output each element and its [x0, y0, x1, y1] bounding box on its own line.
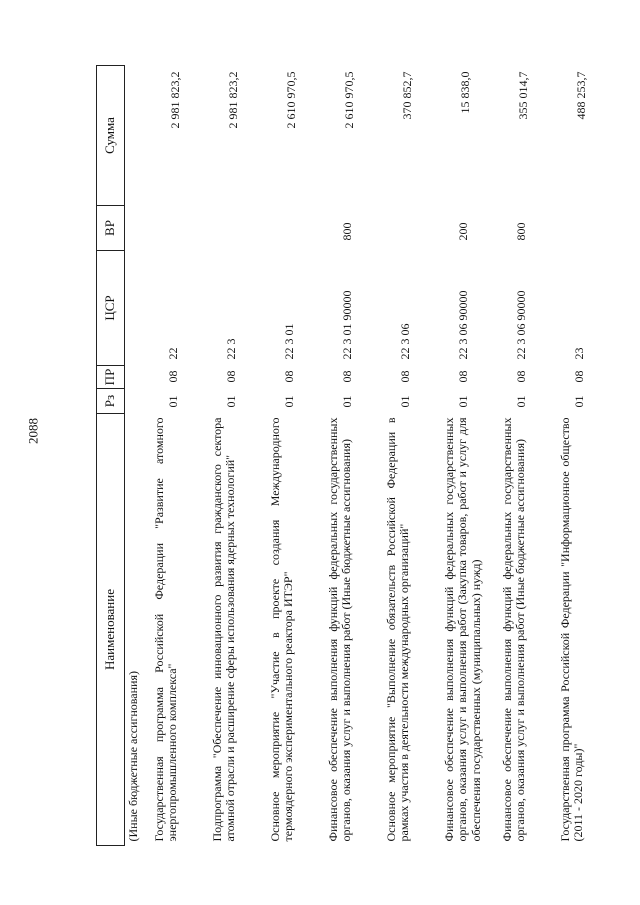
row-vr: 800 — [513, 222, 528, 241]
row-sum — [125, 66, 151, 206]
row-pr: 08 — [223, 370, 238, 383]
row-pr: 08 — [513, 370, 528, 383]
row-name: Финансовое обеспечение выполнения функций федеральных государственных органов, оказания услуг и выполнения работ (Иные бюджетные ассигнования) — [499, 417, 528, 842]
header-rz: Рз — [97, 389, 125, 414]
row-name: Основное мероприятие "Выполнение обязательств Российской Федерации в рамках участия в деятельности международных организаций" — [383, 417, 412, 842]
row-name: Финансовое обеспечение выполнения функций федеральных государственных органов, оказания услуг и выполнения работ (Закупка товаров, работ и услуг для обеспечения государственных (муниципальных) нужд) — [441, 417, 484, 842]
row-vr — [209, 206, 267, 251]
row-csr: 22 3 06 90000 — [455, 290, 470, 360]
row-sum: 15 838,0 — [457, 71, 472, 114]
header-csr: ЦСР — [97, 251, 125, 366]
row-csr: 22 3 06 — [397, 323, 412, 360]
row-name: Основное мероприятие "Участие в проекте создания Международного термоядерного экспериментального реактора ИТЭР" — [267, 417, 296, 842]
table-row — [325, 66, 383, 846]
row-vr — [151, 206, 209, 251]
row-sum: 355 014,7 — [515, 71, 530, 120]
row-sum: 370 852,7 — [399, 71, 414, 120]
row-csr: 22 — [165, 347, 180, 360]
row-name: Государственная программа Российской Федерации "Развитие атомного энергопромышленного комплекса" — [151, 417, 180, 842]
row-csr: 23 — [571, 347, 586, 360]
row-rz: 01 — [281, 395, 296, 408]
table-header-row — [97, 66, 125, 846]
header-vr: ВР — [97, 206, 125, 251]
row-rz: 01 — [339, 395, 354, 408]
row-rz: 01 — [571, 395, 586, 408]
table-row — [441, 66, 499, 846]
table-row — [125, 66, 151, 846]
table-row — [499, 66, 557, 846]
row-pr: 08 — [165, 370, 180, 383]
budget-table — [96, 65, 603, 846]
row-sum: 488 253,7 — [573, 71, 588, 120]
row-name: (Иные бюджетные ассигнования) — [126, 671, 140, 842]
row-csr: 22 3 01 90000 — [339, 290, 354, 360]
row-name: Финансовое обеспечение выполнения функций федеральных государственных органов, оказания услуг и выполнения работ (Иные бюджетные ассигнования) — [325, 417, 354, 842]
page-number: 2088 — [25, 418, 41, 444]
row-rz: 01 — [165, 395, 180, 408]
table-row — [209, 66, 267, 846]
row-rz: 01 — [513, 395, 528, 408]
row-pr: 08 — [339, 370, 354, 383]
row-sum: 2 610 970,5 — [283, 71, 298, 129]
table-row — [267, 66, 325, 846]
header-sum: Сумма — [97, 66, 125, 206]
table-row — [151, 66, 209, 846]
table-row — [383, 66, 441, 846]
row-sum: 2 981 823,2 — [167, 71, 182, 129]
row-name: Государственная программа Российской Федерации "Информационное общество (2011 - 2020 годы)" — [557, 417, 586, 842]
row-csr — [125, 251, 151, 366]
budget-table-rotated — [96, 66, 604, 846]
row-csr: 22 3 06 90000 — [513, 290, 528, 360]
row-pr: 08 — [281, 370, 296, 383]
row-sum: 2 610 970,5 — [341, 71, 356, 129]
row-vr: 800 — [339, 222, 354, 241]
row-rz: 01 — [397, 395, 412, 408]
row-csr: 22 3 01 — [281, 323, 296, 360]
row-vr — [557, 206, 603, 251]
header-pr: ПР — [97, 366, 125, 389]
header-name: Наименование — [97, 414, 125, 846]
row-name: Подпрограмма "Обеспечение инновационного развития гражданского сектора атомной отрасли и расширение сферы использования ядерных технологий" — [209, 417, 238, 842]
row-vr — [267, 206, 325, 251]
row-pr: 08 — [455, 370, 470, 383]
row-pr — [125, 366, 151, 389]
row-vr: 200 — [455, 222, 470, 241]
row-rz — [125, 389, 151, 414]
row-csr: 22 3 — [223, 338, 238, 360]
row-pr: 08 — [397, 370, 412, 383]
row-vr — [383, 206, 441, 251]
row-sum: 2 981 823,2 — [225, 71, 240, 129]
row-pr: 08 — [571, 370, 586, 383]
table-row — [557, 66, 603, 846]
row-rz: 01 — [455, 395, 470, 408]
row-rz: 01 — [223, 395, 238, 408]
row-vr — [125, 206, 151, 251]
